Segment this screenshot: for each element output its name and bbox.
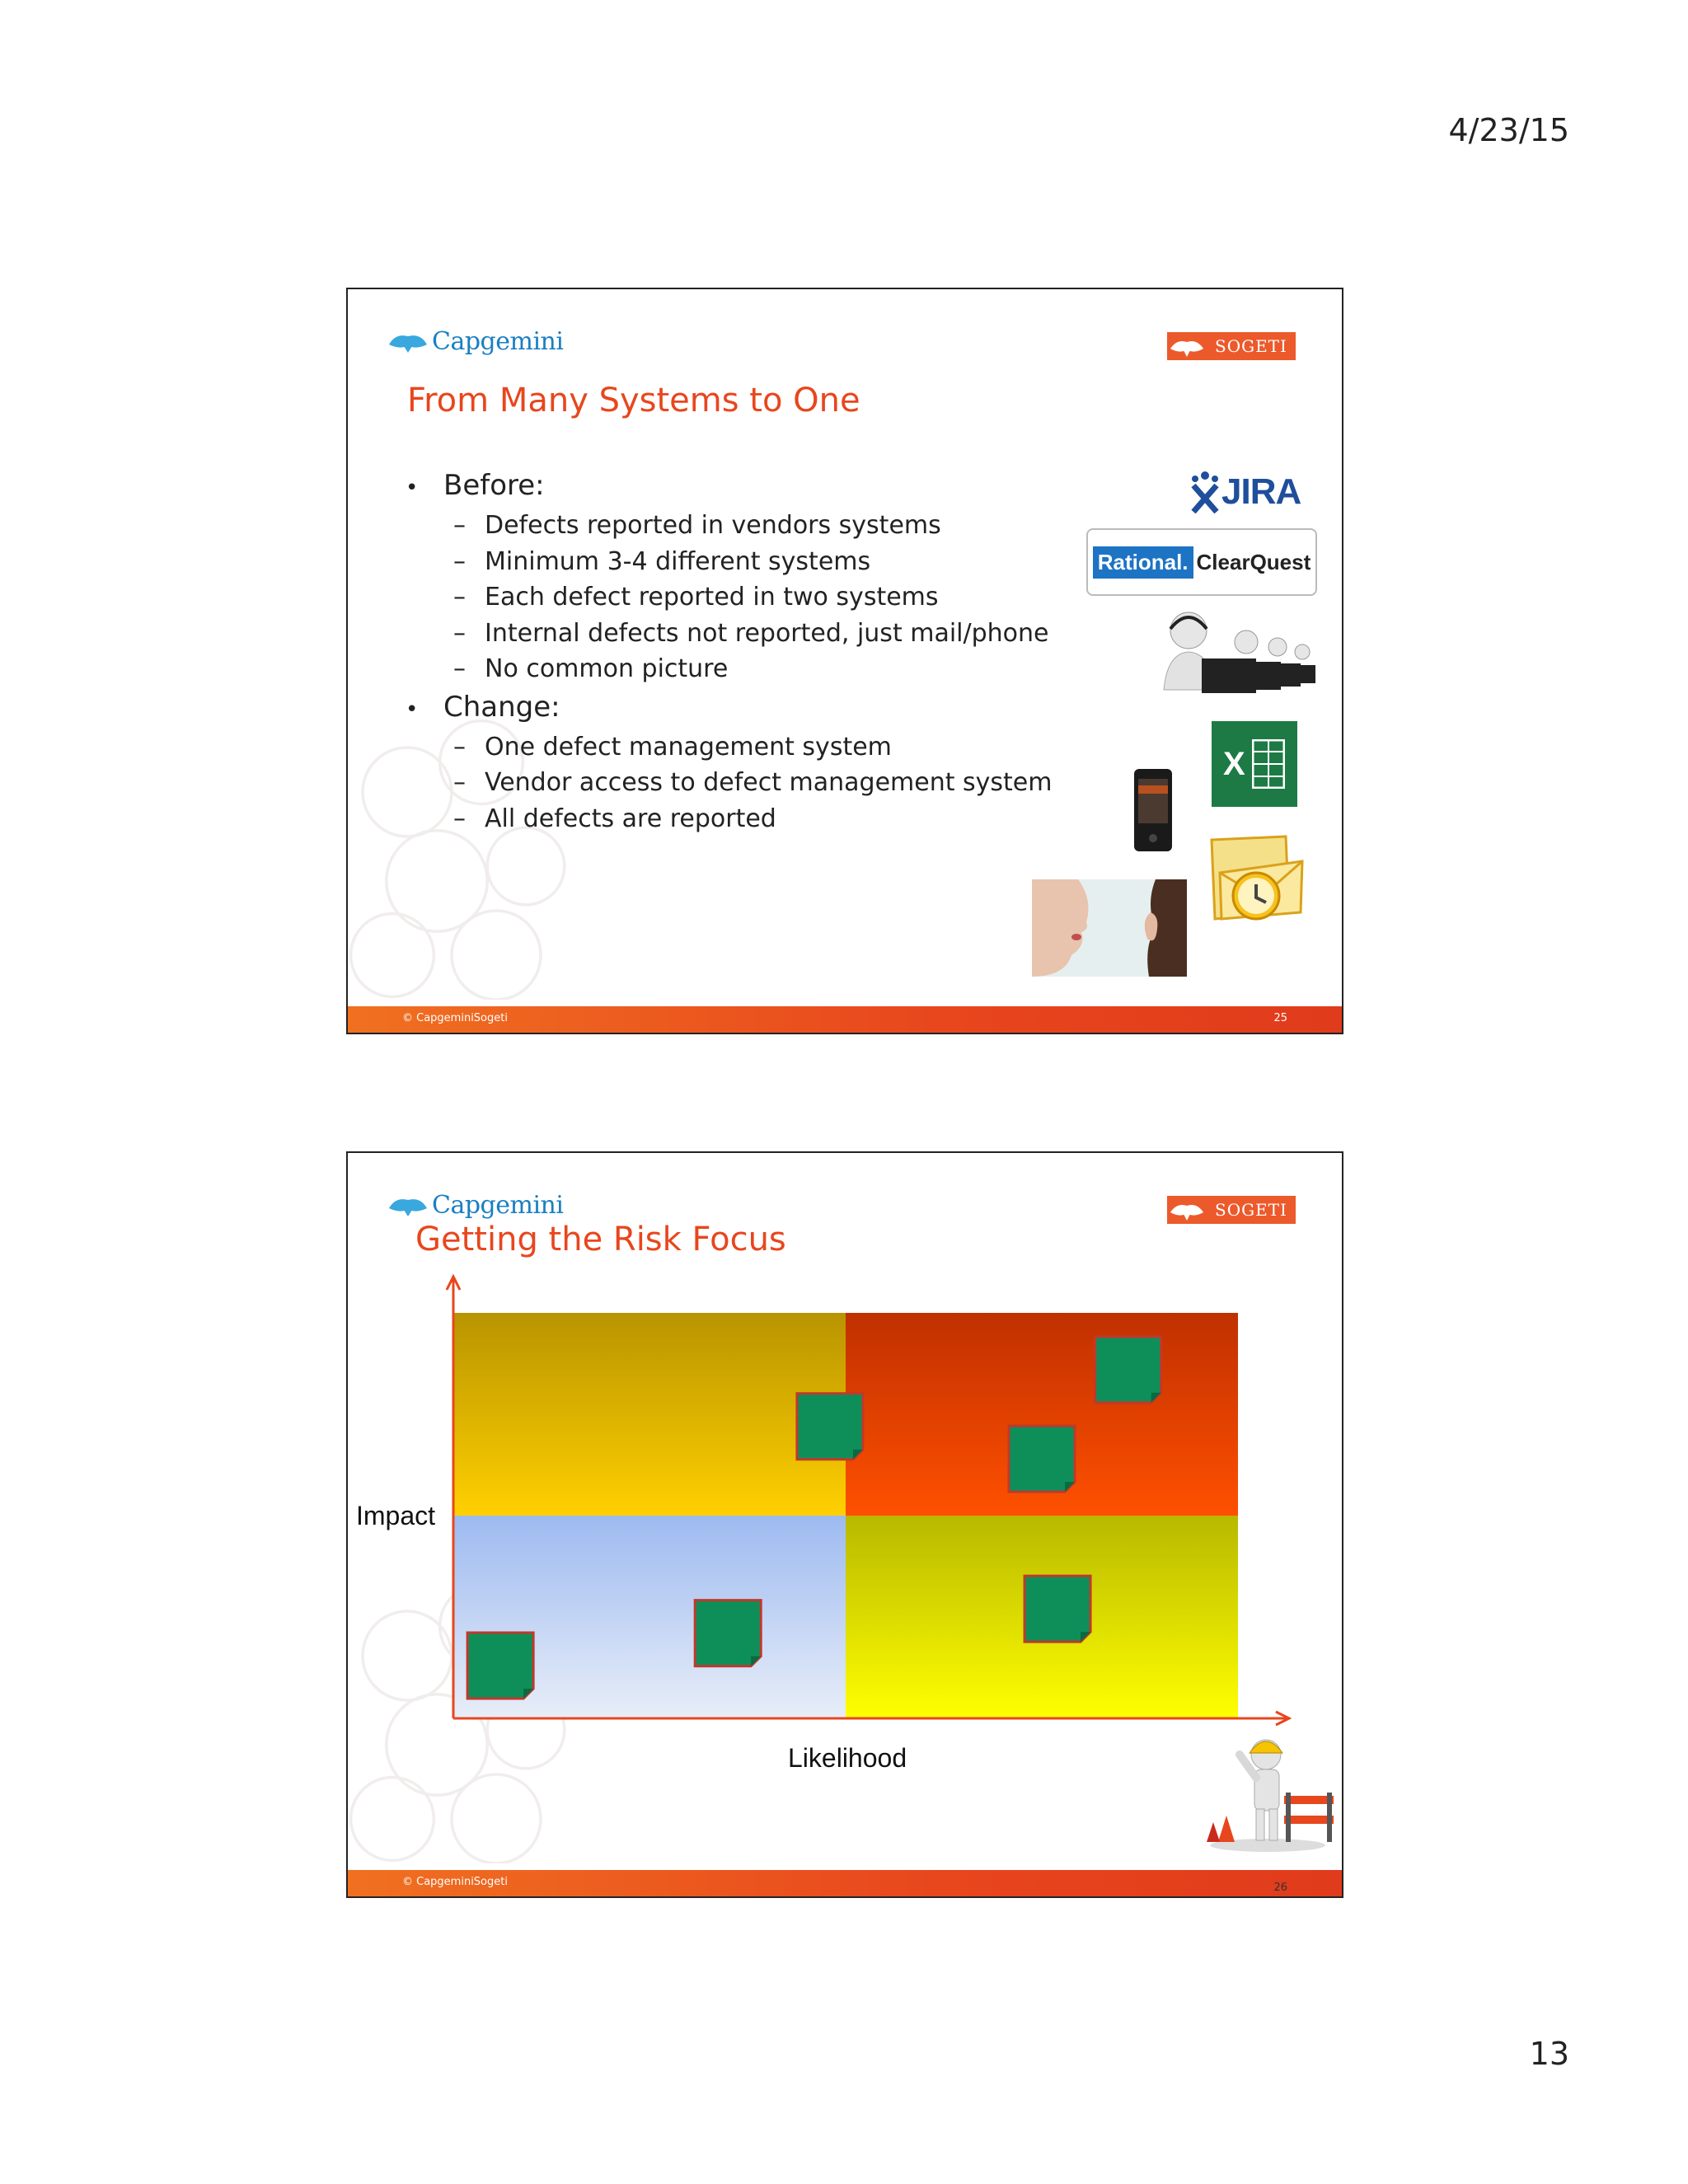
y-axis-label: Impact bbox=[356, 1501, 436, 1530]
quadrant-top-left bbox=[453, 1313, 846, 1516]
risk-marker bbox=[797, 1394, 863, 1460]
slide-title: Getting the Risk Focus bbox=[415, 1221, 786, 1258]
sogeti-spade-icon bbox=[1167, 332, 1207, 360]
slide-footer: © CapgeminiSogeti 26 bbox=[348, 1870, 1342, 1896]
risk-matrix-chart bbox=[348, 1153, 1342, 1896]
page-number: 13 bbox=[1529, 2036, 1569, 2072]
slide-risk-focus bbox=[346, 1151, 1343, 1898]
risk-marker bbox=[1095, 1337, 1161, 1403]
bullet-item: – All defects are reported bbox=[453, 804, 776, 833]
bullet-list bbox=[406, 466, 1052, 837]
risk-marker bbox=[1025, 1576, 1090, 1642]
slide-number: 25 bbox=[1273, 1012, 1287, 1024]
bullet-item: – Each defect reported in two systems bbox=[453, 583, 939, 612]
capgemini-spade-icon bbox=[387, 330, 429, 354]
sogeti-logo: SOGETI bbox=[1167, 332, 1296, 360]
bullet-item: – Vendor access to defect management system bbox=[453, 768, 1053, 797]
page-date: 4/23/15 bbox=[1448, 112, 1569, 148]
bullet-item: – Minimum 3-4 different systems bbox=[453, 546, 871, 576]
bullet-item: – Internal defects not reported, just mail/phone bbox=[453, 618, 1049, 648]
capgemini-logo: Capgemini bbox=[387, 1191, 563, 1220]
outlook-icon bbox=[1203, 833, 1306, 926]
call-center-icon bbox=[1156, 607, 1317, 696]
bullet-item: – Defects reported in vendors systems bbox=[453, 511, 941, 540]
excel-icon: X bbox=[1212, 721, 1297, 807]
jira-logo-icon: JIRA bbox=[1189, 469, 1312, 515]
risk-marker bbox=[1009, 1426, 1075, 1492]
construction-worker-icon bbox=[1202, 1730, 1339, 1854]
bullet-item: – One defect management system bbox=[453, 732, 892, 762]
risk-marker bbox=[467, 1633, 533, 1699]
talking-faces-image bbox=[1032, 879, 1187, 977]
bullet-item: – No common picture bbox=[453, 654, 729, 683]
bullet-heading: • Change: bbox=[406, 690, 560, 724]
slide-footer: © CapgeminiSogeti 25 bbox=[348, 1006, 1342, 1033]
mobile-phone-icon bbox=[1132, 767, 1174, 853]
bullet-heading: • Before: bbox=[406, 469, 545, 502]
rational-clearquest-logo-icon: Rational. ClearQuest bbox=[1086, 528, 1317, 596]
slide-title: From Many Systems to One bbox=[407, 382, 860, 419]
risk-marker bbox=[695, 1601, 761, 1666]
slide-number: 26 bbox=[1273, 1882, 1287, 1894]
capgemini-logo: Capgemini bbox=[387, 327, 563, 356]
sogeti-logo: SOGETI bbox=[1167, 1196, 1296, 1224]
slide-from-many-systems bbox=[346, 288, 1343, 1034]
x-axis-label: Likelihood bbox=[788, 1743, 907, 1773]
